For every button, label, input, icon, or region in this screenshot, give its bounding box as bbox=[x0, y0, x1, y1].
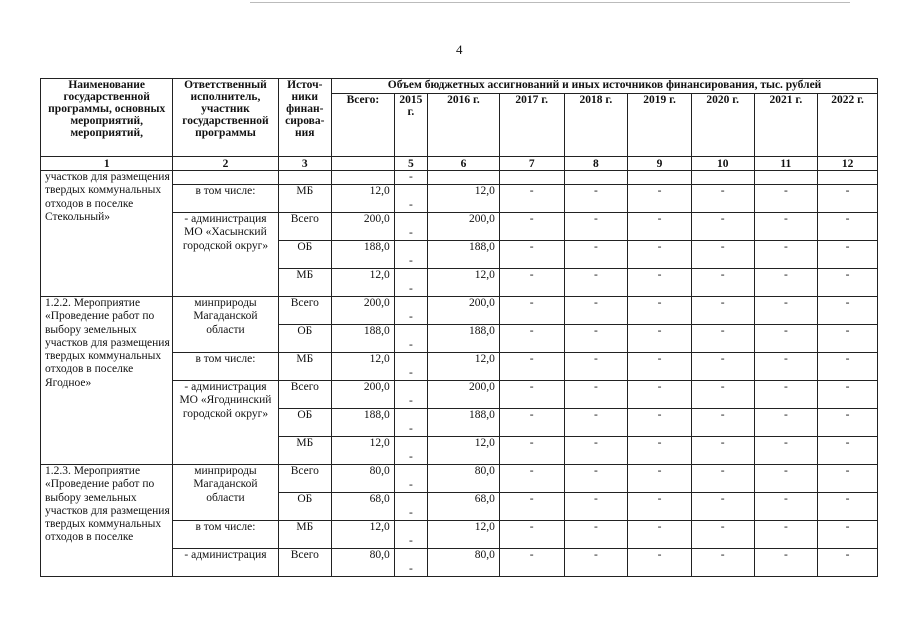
year-cell: - bbox=[691, 353, 754, 381]
year-cell: - bbox=[691, 437, 754, 465]
y2015-cell bbox=[394, 269, 427, 297]
activity-name: участков для размещения твердых коммунальных отходов в поселке Стекольный» bbox=[41, 171, 173, 297]
year-cell: - bbox=[754, 185, 818, 213]
empty-marker: - bbox=[408, 451, 413, 463]
total-cell: 12,0 bbox=[332, 521, 395, 549]
total-cell: 200,0 bbox=[332, 381, 395, 409]
y2015-cell bbox=[394, 353, 427, 381]
y2016-cell: 200,0 bbox=[428, 297, 500, 325]
year-cell: - bbox=[691, 241, 754, 269]
total-cell: 12,0 bbox=[332, 185, 395, 213]
source-cell: МБ bbox=[278, 353, 332, 381]
year-cell: - bbox=[628, 409, 692, 437]
year-cell: - bbox=[818, 521, 878, 549]
year-cell: - bbox=[564, 493, 628, 521]
total-cell bbox=[332, 171, 395, 185]
year-cell: - bbox=[499, 381, 564, 409]
year-cell: - bbox=[818, 325, 878, 353]
year-cell: - bbox=[691, 493, 754, 521]
activity-name: 1.2.2. Мероприятие «Проведение работ по выбору земельных участков для размещения твердых коммунальных отходов в поселке Ягодное» bbox=[41, 297, 173, 465]
column-number: 1 bbox=[41, 157, 173, 171]
year-cell: - bbox=[628, 213, 692, 241]
total-cell: 188,0 bbox=[332, 241, 395, 269]
column-number bbox=[332, 157, 395, 171]
empty-marker: - bbox=[408, 535, 413, 547]
header-year: 2017 г. bbox=[499, 94, 564, 157]
source-cell: МБ bbox=[278, 185, 332, 213]
year-cell: - bbox=[818, 409, 878, 437]
column-number: 5 bbox=[394, 157, 427, 171]
header-volume: Объем бюджетных ассигнований и иных источников финансирования, тыс. рублей bbox=[332, 79, 878, 94]
year-cell: - bbox=[628, 465, 692, 493]
year-cell: - bbox=[818, 465, 878, 493]
source-cell: МБ bbox=[278, 521, 332, 549]
year-cell: - bbox=[628, 241, 692, 269]
source-cell: МБ bbox=[278, 437, 332, 465]
year-cell: - bbox=[499, 465, 564, 493]
column-number: 6 bbox=[428, 157, 500, 171]
empty-marker: - bbox=[408, 367, 413, 379]
year-cell bbox=[754, 171, 818, 185]
year-cell: - bbox=[754, 353, 818, 381]
empty-marker: - bbox=[408, 255, 413, 267]
year-cell: - bbox=[691, 325, 754, 353]
page-number: 4 bbox=[456, 42, 463, 57]
total-cell: 200,0 bbox=[332, 213, 395, 241]
year-cell: - bbox=[691, 297, 754, 325]
y2016-cell: 80,0 bbox=[428, 465, 500, 493]
table-row bbox=[41, 171, 878, 185]
total-cell: 200,0 bbox=[332, 297, 395, 325]
year-cell: - bbox=[818, 269, 878, 297]
year-cell: - bbox=[499, 325, 564, 353]
year-cell: - bbox=[628, 297, 692, 325]
year-cell: - bbox=[818, 437, 878, 465]
table-body bbox=[41, 171, 878, 577]
year-cell: - bbox=[754, 437, 818, 465]
y2015-cell bbox=[394, 381, 427, 409]
y2015-cell bbox=[394, 185, 427, 213]
year-cell: - bbox=[628, 549, 692, 577]
empty-marker: - bbox=[408, 199, 413, 211]
y2015-cell bbox=[394, 409, 427, 437]
year-cell: - bbox=[754, 325, 818, 353]
header-year: 2021 г. bbox=[754, 94, 818, 157]
total-cell: 12,0 bbox=[332, 269, 395, 297]
source-cell: ОБ bbox=[278, 493, 332, 521]
header-total: Всего: bbox=[332, 94, 395, 157]
year-cell: - bbox=[818, 185, 878, 213]
year-cell: - bbox=[691, 269, 754, 297]
year-cell: - bbox=[754, 297, 818, 325]
year-cell: - bbox=[564, 381, 628, 409]
year-cell: - bbox=[754, 269, 818, 297]
year-cell bbox=[499, 171, 564, 185]
year-cell: - bbox=[754, 493, 818, 521]
year-cell: - bbox=[499, 409, 564, 437]
year-cell bbox=[564, 171, 628, 185]
source-cell: ОБ bbox=[278, 409, 332, 437]
y2015-cell bbox=[394, 437, 427, 465]
y2016-cell: 12,0 bbox=[428, 521, 500, 549]
column-number: 7 bbox=[499, 157, 564, 171]
year-cell: - bbox=[628, 185, 692, 213]
empty-marker: - bbox=[408, 311, 413, 323]
year-cell: - bbox=[499, 269, 564, 297]
source-cell: Всего bbox=[278, 213, 332, 241]
empty-marker: - bbox=[408, 227, 413, 239]
year-cell: - bbox=[818, 549, 878, 577]
table-row bbox=[41, 297, 878, 325]
year-cell: - bbox=[754, 465, 818, 493]
year-cell: - bbox=[564, 269, 628, 297]
year-cell: - bbox=[818, 493, 878, 521]
header-year: 2022 г. bbox=[818, 94, 878, 157]
y2016-cell: 188,0 bbox=[428, 325, 500, 353]
year-cell: - bbox=[564, 437, 628, 465]
y2015-cell bbox=[394, 325, 427, 353]
executor-cell: - администрация МО «Ягоднинский городской округ» bbox=[173, 381, 278, 465]
year-cell: - bbox=[499, 241, 564, 269]
empty-marker: - bbox=[408, 283, 413, 295]
year-cell: - bbox=[564, 213, 628, 241]
column-number-row bbox=[41, 157, 878, 171]
y2015-cell bbox=[394, 297, 427, 325]
year-cell bbox=[691, 171, 754, 185]
y2015-cell bbox=[394, 521, 427, 549]
year-cell: - bbox=[754, 521, 818, 549]
year-cell: - bbox=[754, 241, 818, 269]
total-cell: 68,0 bbox=[332, 493, 395, 521]
year-cell: - bbox=[628, 437, 692, 465]
year-cell: - bbox=[564, 521, 628, 549]
source-cell: ОБ bbox=[278, 241, 332, 269]
y2016-cell: 68,0 bbox=[428, 493, 500, 521]
year-cell: - bbox=[818, 213, 878, 241]
y2016-cell: 12,0 bbox=[428, 269, 500, 297]
header-source: Источ-ники финан-сирова-ния bbox=[278, 79, 332, 157]
y2016-cell: 200,0 bbox=[428, 213, 500, 241]
y2016-cell: 188,0 bbox=[428, 409, 500, 437]
y2015-cell bbox=[394, 465, 427, 493]
year-cell: - bbox=[628, 381, 692, 409]
table-row bbox=[41, 465, 878, 493]
y2016-cell: 80,0 bbox=[428, 549, 500, 577]
y2016-cell: 12,0 bbox=[428, 437, 500, 465]
total-cell: 12,0 bbox=[332, 353, 395, 381]
year-cell: - bbox=[564, 185, 628, 213]
y2015-cell bbox=[394, 241, 427, 269]
header-year: 2015 г. bbox=[394, 94, 427, 157]
year-cell: - bbox=[628, 521, 692, 549]
year-cell: - bbox=[818, 297, 878, 325]
y2015-cell bbox=[394, 493, 427, 521]
year-cell: - bbox=[499, 437, 564, 465]
total-cell: 12,0 bbox=[332, 437, 395, 465]
year-cell: - bbox=[499, 549, 564, 577]
executor-cell: минприроды Магаданской области bbox=[173, 465, 278, 521]
header-name: Наименование государственной программы, основных мероприятий, мероприятий, bbox=[41, 79, 173, 157]
year-cell: - bbox=[628, 269, 692, 297]
y2016-cell: 12,0 bbox=[428, 353, 500, 381]
year-cell: - bbox=[691, 549, 754, 577]
budget-table bbox=[40, 78, 878, 577]
year-cell: - bbox=[691, 185, 754, 213]
year-cell: - bbox=[628, 353, 692, 381]
source-cell: Всего bbox=[278, 381, 332, 409]
year-cell bbox=[628, 171, 692, 185]
empty-marker: - bbox=[408, 507, 413, 519]
header-executor: Ответственный исполнитель, участник государственной программы bbox=[173, 79, 278, 157]
source-cell: Всего bbox=[278, 465, 332, 493]
total-cell: 188,0 bbox=[332, 409, 395, 437]
year-cell: - bbox=[499, 213, 564, 241]
y2015-cell bbox=[394, 213, 427, 241]
year-cell: - bbox=[628, 325, 692, 353]
executor-cell: в том числе: bbox=[173, 353, 278, 381]
year-cell: - bbox=[564, 297, 628, 325]
year-cell: - bbox=[499, 185, 564, 213]
column-number: 11 bbox=[754, 157, 818, 171]
year-cell: - bbox=[691, 465, 754, 493]
empty-marker: - bbox=[408, 339, 413, 351]
activity-name: 1.2.3. Мероприятие «Проведение работ по выбору земельных участков для размещения твердых коммунальных отходов в поселке bbox=[41, 465, 173, 577]
executor-cell: - администрация МО «Хасынский городской округ» bbox=[173, 213, 278, 297]
year-cell: - bbox=[499, 521, 564, 549]
column-number: 9 bbox=[628, 157, 692, 171]
year-cell: - bbox=[818, 241, 878, 269]
total-cell: 80,0 bbox=[332, 549, 395, 577]
total-cell: 188,0 bbox=[332, 325, 395, 353]
year-cell: - bbox=[499, 297, 564, 325]
year-cell: - bbox=[499, 493, 564, 521]
year-cell: - bbox=[754, 213, 818, 241]
source-cell bbox=[278, 171, 332, 185]
y2015-cell bbox=[394, 549, 427, 577]
source-cell: Всего bbox=[278, 297, 332, 325]
year-cell: - bbox=[499, 353, 564, 381]
y2016-cell: 188,0 bbox=[428, 241, 500, 269]
scan-edge-line bbox=[250, 2, 850, 3]
year-cell bbox=[818, 171, 878, 185]
year-cell: - bbox=[564, 409, 628, 437]
column-number: 2 bbox=[173, 157, 278, 171]
year-cell: - bbox=[818, 381, 878, 409]
column-number: 3 bbox=[278, 157, 332, 171]
source-cell: ОБ bbox=[278, 325, 332, 353]
empty-marker: - bbox=[408, 479, 413, 491]
header-year: 2020 г. bbox=[691, 94, 754, 157]
year-cell: - bbox=[691, 409, 754, 437]
year-cell: - bbox=[691, 213, 754, 241]
empty-marker: - bbox=[408, 563, 413, 575]
y2015-cell: - bbox=[394, 171, 427, 185]
year-cell: - bbox=[754, 409, 818, 437]
executor-cell: минприроды Магаданской области bbox=[173, 297, 278, 353]
column-number: 8 bbox=[564, 157, 628, 171]
year-cell: - bbox=[691, 381, 754, 409]
header-year: 2018 г. bbox=[564, 94, 628, 157]
year-cell: - bbox=[818, 353, 878, 381]
y2016-cell: 12,0 bbox=[428, 185, 500, 213]
executor-cell: - администрация bbox=[173, 549, 278, 577]
source-cell: МБ bbox=[278, 269, 332, 297]
executor-cell: в том числе: bbox=[173, 521, 278, 549]
executor-cell: в том числе: bbox=[173, 185, 278, 213]
total-cell: 80,0 bbox=[332, 465, 395, 493]
y2016-cell: 200,0 bbox=[428, 381, 500, 409]
year-cell: - bbox=[564, 241, 628, 269]
year-cell bbox=[428, 171, 500, 185]
source-cell: Всего bbox=[278, 549, 332, 577]
empty-marker: - bbox=[408, 395, 413, 407]
year-cell: - bbox=[691, 521, 754, 549]
year-cell: - bbox=[564, 325, 628, 353]
year-cell: - bbox=[754, 381, 818, 409]
year-cell: - bbox=[628, 493, 692, 521]
header-year: 2016 г. bbox=[428, 94, 500, 157]
year-cell: - bbox=[564, 549, 628, 577]
header-year: 2019 г. bbox=[628, 94, 692, 157]
empty-marker: - bbox=[408, 423, 413, 435]
year-cell: - bbox=[564, 465, 628, 493]
column-number: 10 bbox=[691, 157, 754, 171]
year-cell: - bbox=[564, 353, 628, 381]
executor-cell bbox=[173, 171, 278, 185]
column-number: 12 bbox=[818, 157, 878, 171]
year-cell: - bbox=[754, 549, 818, 577]
